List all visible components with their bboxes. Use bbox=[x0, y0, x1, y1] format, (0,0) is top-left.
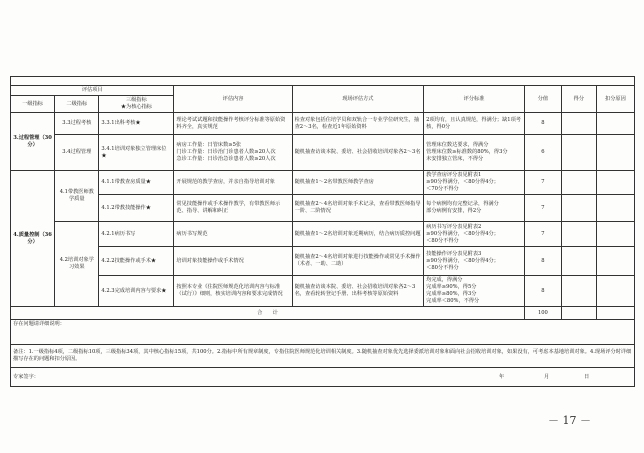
score-header: 得分 bbox=[561, 86, 596, 113]
content-cell: 常见技能操作或手术操作教学，有带教医师示范、指导、讲解和纠正 bbox=[174, 195, 292, 222]
level3-cell: 4.1.2带教技能操作★ bbox=[99, 195, 174, 222]
score-value-cell: 8 bbox=[524, 113, 561, 135]
deduct-cell bbox=[596, 247, 634, 276]
problems-row bbox=[11, 320, 635, 345]
page-number: － 17 － bbox=[548, 414, 591, 427]
signature-label: 专家签字： bbox=[13, 373, 39, 380]
score-cell bbox=[561, 222, 596, 247]
signature-year: 年 bbox=[499, 373, 505, 380]
score-cell bbox=[561, 113, 596, 135]
notes-cell: 备注：1.一级指标4项，二级指标10项，三级指标34项，其中核心指标15项，共100分。2.指标中所有规章制度，专指住院医师规范化培训相关制度。3.随机抽查对象优先选择委派培训对象和面向社会招收培训对象，如果没有，可考虑本基地培训对象。4.现场评分时详细描写存在的问题和扣分原因。 bbox=[11, 345, 635, 368]
standard-cell: 管理床位数达要求，得满分 管理床位数≥标准数的80%，得3分 未安排独立管床，不得分 bbox=[424, 135, 525, 171]
table-row bbox=[11, 195, 635, 222]
standard-cell: 每个病例均有完整记录，得满分 部分病例有安排，得2分 bbox=[424, 195, 525, 222]
method-cell: 随机抽查2～4名培训对象手术记录，查看带教医师指导一阶、二阶情况 bbox=[292, 195, 424, 222]
method-cell: 随机抽查访谈本院、委培、社会招收培训对象各2～3名，查看轮转登记手册、出科考核等原始资料 bbox=[292, 276, 424, 307]
deduct-cell bbox=[596, 135, 634, 171]
score-value-cell: 7 bbox=[524, 195, 561, 222]
method-header: 现场评估方式 bbox=[292, 86, 424, 113]
method-cell: 随机抽查1～2名带教医师教学查房 bbox=[292, 171, 424, 195]
method-cell: 随机抽查访谈本院、委培、社会招收培训对象各2～3名 bbox=[292, 135, 424, 171]
level3-cell: 4.2.2技能操作或手术★ bbox=[99, 247, 174, 276]
level2-cell: 4.2培训对象学习效果 bbox=[55, 222, 99, 307]
deduct-cell bbox=[596, 276, 634, 307]
table-row bbox=[11, 247, 635, 276]
score-cell bbox=[561, 276, 596, 307]
level1-cell: 4.质量控制（36分） bbox=[11, 171, 55, 307]
method-cell: 检查对象包括住培学员和双轨合一专业学位研究生，抽查2～3名，检查近1年原始资料 bbox=[292, 113, 424, 135]
score-cell bbox=[561, 135, 596, 171]
standard-cell: 技能操作评分表见附表3 ≥90分得满分，＜80分得4分； ＜80分不得分 bbox=[424, 247, 525, 276]
signature-month: 月 bbox=[544, 373, 550, 380]
table-row bbox=[11, 135, 635, 171]
content-cell: 病历书写规范 bbox=[174, 222, 292, 247]
standard-header: 评分标准 bbox=[424, 86, 525, 113]
deduct-header: 扣分原因 bbox=[596, 86, 634, 113]
level1-header: 一级指标 bbox=[11, 96, 55, 113]
method-cell: 随机抽查1～2名培训对象近期病历，结合病历质控问题 bbox=[292, 222, 424, 247]
score-cell bbox=[561, 247, 596, 276]
core-note: ★为核心指标 bbox=[120, 104, 152, 111]
content-cell: 培训对象技能操作或手术情况 bbox=[174, 247, 292, 276]
header-row-1 bbox=[11, 86, 635, 96]
content-cell: 理论考试试题和技能操作考核评分标准等原始资料齐全，真实规范 bbox=[174, 113, 292, 135]
signature-row bbox=[11, 368, 635, 387]
content-cell: 开展规范的教学查房，并亲自指导培训对象 bbox=[174, 171, 292, 195]
standard-cell: 2项均有，且认真规范，得满分；缺1项考核，得0分 bbox=[424, 113, 525, 135]
score-value-cell: 8 bbox=[524, 247, 561, 276]
method-cell: 随机抽查2～4名培训对象进行技能操作或常见手术操作（术者、一助、二助） bbox=[292, 247, 424, 276]
table-row bbox=[11, 113, 635, 135]
table-row bbox=[11, 222, 635, 247]
score-cell bbox=[561, 171, 596, 195]
signature-cell bbox=[11, 368, 635, 387]
deduct-cell bbox=[596, 222, 634, 247]
score-value-cell: 8 bbox=[524, 276, 561, 307]
notes-row bbox=[11, 345, 635, 368]
deduct-cell bbox=[596, 171, 634, 195]
content-cell: 按照本专业《住院医师规范化培训内容与标准（试行）》细则，核实培训内容和要求完成情况 bbox=[174, 276, 292, 307]
level2-cell: 3.3过程考核 bbox=[55, 113, 99, 135]
content-cell: 病房工作量：日管床数≥5张 门诊工作量：日诊治门诊患者人数≥20人次 急诊工作量：日诊治急诊患者人数≥20人次 bbox=[174, 135, 292, 171]
evaluation-table bbox=[10, 76, 635, 387]
level3-cell: 4.1.1带教查房质量★ bbox=[99, 171, 174, 195]
deduct-cell bbox=[596, 195, 634, 222]
level2-cell: 4.1带教医师教学质量 bbox=[55, 171, 99, 222]
problems-cell: 存在问题请详细说明： bbox=[11, 320, 635, 345]
score-value-cell: 7 bbox=[524, 222, 561, 247]
total-deduct bbox=[596, 307, 634, 320]
eval-items-header: 评估项目 bbox=[11, 86, 174, 96]
score-cell bbox=[561, 195, 596, 222]
level3-header bbox=[99, 96, 174, 113]
total-row bbox=[11, 307, 635, 320]
level3-cell: 3.3.1出科考核★ bbox=[99, 113, 174, 135]
standard-cell: 均完成，得满分 完成率≥90%，得5分 完成率≥80%，得3分 完成率＜80%，不得分 bbox=[424, 276, 525, 307]
level3-cell: 4.2.1病历书写 bbox=[99, 222, 174, 247]
total-label: 合 计 bbox=[11, 307, 525, 320]
level1-cell: 3.过程管理（30分） bbox=[11, 113, 55, 171]
standard-cell: 病历书写评分表见附表2 ≥90分得满分，＜80分得4分； ＜80分不得分 bbox=[424, 222, 525, 247]
total-value: 100 bbox=[524, 307, 561, 320]
total-score bbox=[561, 307, 596, 320]
signature-day: 日 bbox=[584, 373, 590, 380]
table-row bbox=[11, 171, 635, 195]
standard-cell: 教学查房评分表见附表1 ≥90分得满分，＜80分得4分； ＜70分不得分 bbox=[424, 171, 525, 195]
level3-label: 三级指标 bbox=[126, 97, 147, 104]
level3-cell: 3.4.1培训对象独立管理床位★ bbox=[99, 135, 174, 171]
score-value-cell: 6 bbox=[524, 135, 561, 171]
level2-header: 二级指标 bbox=[55, 96, 99, 113]
deduct-cell bbox=[596, 113, 634, 135]
score-value-cell: 7 bbox=[524, 171, 561, 195]
level3-cell: 4.2.3完成培训内容与要求★ bbox=[99, 276, 174, 307]
eval-content-header: 评估内容 bbox=[174, 86, 292, 113]
level2-cell: 3.4过程管理 bbox=[55, 135, 99, 171]
score-value-header: 分值 bbox=[524, 86, 561, 113]
blank-top-row bbox=[11, 77, 635, 86]
table-row bbox=[11, 276, 635, 307]
